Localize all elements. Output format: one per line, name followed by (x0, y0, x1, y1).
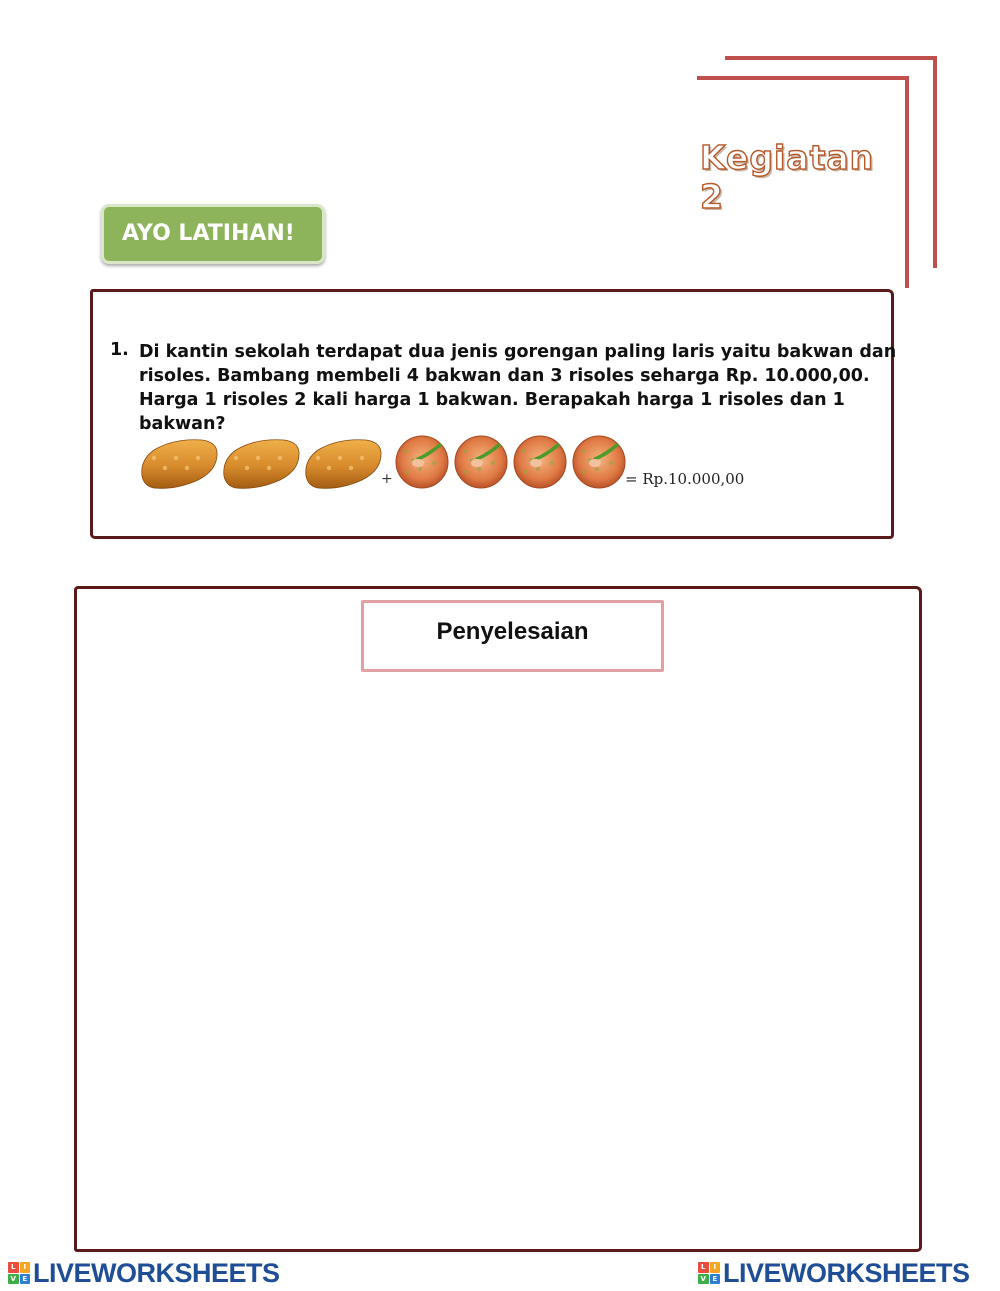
question-number: 1. (110, 340, 129, 360)
answer-heading: Penyelesaian (361, 600, 664, 672)
liveworksheets-icon (8, 1262, 30, 1284)
risoles-icon (306, 440, 381, 489)
bakwan-icon (573, 436, 625, 488)
logo-letter: L (698, 1262, 709, 1273)
question-line: risoles. Bambang membeli 4 bakwan dan 3 risoles seharga Rp. 10.000,00. (139, 366, 870, 386)
logo-letter: I (20, 1262, 31, 1273)
logo-letter: V (8, 1274, 19, 1285)
liveworksheets-logo-right (698, 1258, 970, 1288)
liveworksheets-brand: LIVEWORKSHEETS (723, 1257, 970, 1288)
risoles-icon (224, 440, 299, 489)
logo-letter: L (8, 1262, 19, 1273)
practice-badge: AYO LATIHAN! (101, 204, 325, 264)
logo-letter: E (710, 1274, 721, 1285)
question-line: bakwan? (139, 414, 226, 434)
liveworksheets-logo-left (8, 1258, 280, 1288)
bakwan-icon (455, 436, 507, 488)
equation-result: = Rp.10.000,00 (625, 470, 745, 488)
question-line: Harga 1 risoles 2 kali harga 1 bakwan. Berapakah harga 1 risoles dan 1 (139, 390, 845, 410)
plus-sign: + (381, 471, 393, 487)
question-line: Di kantin sekolah terdapat dua jenis gorengan paling laris yaitu bakwan dan (139, 342, 897, 362)
risoles-icon (142, 440, 217, 489)
liveworksheets-icon (698, 1262, 720, 1284)
answer-area[interactable] (74, 586, 922, 1252)
logo-letter: V (698, 1274, 709, 1285)
bakwan-icon (396, 436, 448, 488)
logo-letter: E (20, 1274, 31, 1285)
bakwan-group (396, 436, 625, 488)
question-text (139, 340, 897, 436)
bakwan-icon (514, 436, 566, 488)
liveworksheets-brand: LIVEWORKSHEETS (33, 1257, 280, 1288)
activity-title: Kegiatan 2 (700, 138, 875, 216)
corner-bracket-inner (697, 76, 909, 288)
logo-letter: I (710, 1262, 721, 1273)
risoles-group (142, 440, 381, 489)
